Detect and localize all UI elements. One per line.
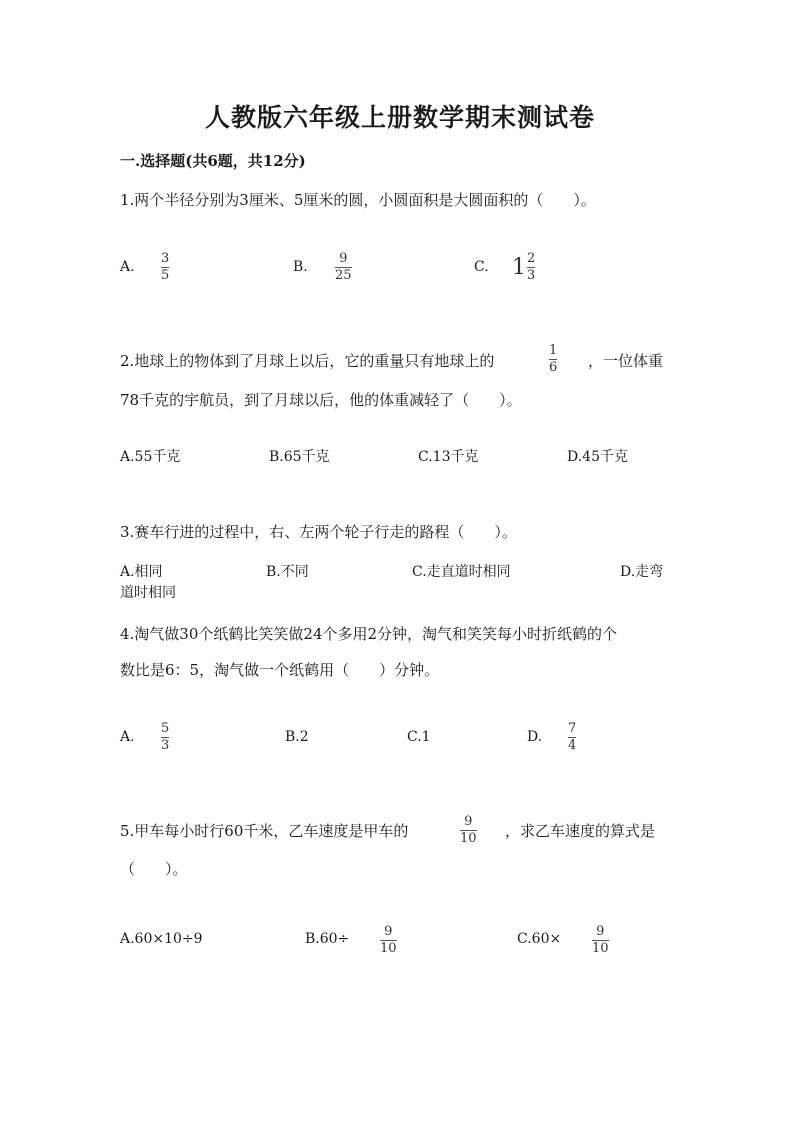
question-1-text: 1.两个半径分别为3厘米、5厘米的圆，小圆面积是大圆面积的（ ）。 bbox=[120, 191, 596, 209]
q5-inline-fraction bbox=[460, 815, 477, 846]
q5-option-c-fraction bbox=[592, 925, 609, 956]
q3-option-d: D.走弯 bbox=[620, 564, 664, 580]
numerator: 9 bbox=[384, 924, 393, 939]
denominator: 10 bbox=[460, 831, 477, 846]
q4-option-b: B.2 bbox=[285, 729, 309, 745]
q1-option-b-fraction bbox=[335, 252, 352, 283]
question-5-text-part1: 5.甲车每小时行60千米，乙车速度是甲车的 bbox=[120, 822, 409, 840]
q4-option-d-label: D. bbox=[527, 729, 543, 745]
q2-inline-fraction bbox=[549, 344, 557, 375]
question-4-text-part1: 4.淘气做30个纸鹤比笑笑做24个多用2分钟，淘气和笑笑每小时折纸鹤的个 bbox=[120, 625, 618, 643]
question-2-text-part2: ，一位体重 bbox=[588, 352, 664, 370]
page-title: 人教版六年级上册数学期末测试卷 bbox=[204, 103, 595, 132]
numerator: 1 bbox=[549, 343, 558, 358]
fraction-part bbox=[527, 252, 535, 283]
q2-option-a: A.55千克 bbox=[120, 449, 181, 465]
q1-option-c-label: C. bbox=[474, 259, 489, 275]
q2-option-b: B.65千克 bbox=[269, 449, 330, 465]
denominator: 3 bbox=[527, 268, 536, 283]
question-3-text: 3.赛车行进的过程中，右、左两个轮子行走的路程（ ）。 bbox=[120, 523, 517, 541]
section-heading: 一.选择题(共6题，共12分) bbox=[120, 152, 306, 170]
numerator: 7 bbox=[568, 721, 577, 736]
question-2-text-part3: 78千克的宇航员，到了月球以后，他的体重减轻了（ ）。 bbox=[120, 391, 522, 409]
q5-option-b-fraction bbox=[380, 925, 397, 956]
question-5-text-part2: ，求乙车速度的算式是 bbox=[505, 822, 656, 840]
denominator: 4 bbox=[568, 738, 577, 753]
numerator: 3 bbox=[161, 251, 170, 266]
denominator: 10 bbox=[380, 941, 397, 956]
q3-option-a: A.相同 bbox=[120, 564, 163, 580]
q4-option-d-fraction bbox=[568, 722, 576, 753]
q1-option-a-fraction bbox=[161, 252, 169, 283]
numerator: 9 bbox=[464, 814, 473, 829]
question-4-text-part2: 数比是6：5，淘气做一个纸鹤用（ ）分钟。 bbox=[120, 661, 440, 679]
q5-option-c-label: C.60× bbox=[517, 931, 562, 947]
q3-option-c: C.走直道时相同 bbox=[412, 564, 511, 580]
q4-option-a-label: A. bbox=[120, 729, 135, 745]
denominator: 10 bbox=[592, 941, 609, 956]
q1-option-c-mixed-number bbox=[512, 252, 535, 283]
q5-option-a: A.60×10÷9 bbox=[120, 931, 203, 947]
numerator: 5 bbox=[161, 721, 170, 736]
q4-option-c: C.1 bbox=[407, 729, 431, 745]
question-5-text-part3: （ ）。 bbox=[120, 860, 188, 878]
q2-option-c: C.13千克 bbox=[418, 449, 479, 465]
denominator: 3 bbox=[161, 738, 170, 753]
denominator: 25 bbox=[335, 268, 352, 283]
whole-part: 1 bbox=[512, 255, 526, 280]
q2-option-d: D.45千克 bbox=[567, 449, 628, 465]
numerator: 2 bbox=[527, 251, 536, 266]
denominator: 5 bbox=[161, 268, 170, 283]
numerator: 9 bbox=[596, 924, 605, 939]
q1-option-b-label: B. bbox=[293, 259, 308, 275]
q3-option-d-wrap: 道时相同 bbox=[120, 585, 176, 601]
q5-option-b-label: B.60÷ bbox=[305, 931, 350, 947]
denominator: 6 bbox=[549, 360, 558, 375]
q4-option-a-fraction bbox=[161, 722, 169, 753]
q3-option-b: B.不同 bbox=[266, 564, 309, 580]
numerator: 9 bbox=[339, 251, 348, 266]
q1-option-a-label: A. bbox=[120, 259, 135, 275]
question-2-text-part1: 2.地球上的物体到了月球上以后，它的重量只有地球上的 bbox=[120, 352, 495, 370]
